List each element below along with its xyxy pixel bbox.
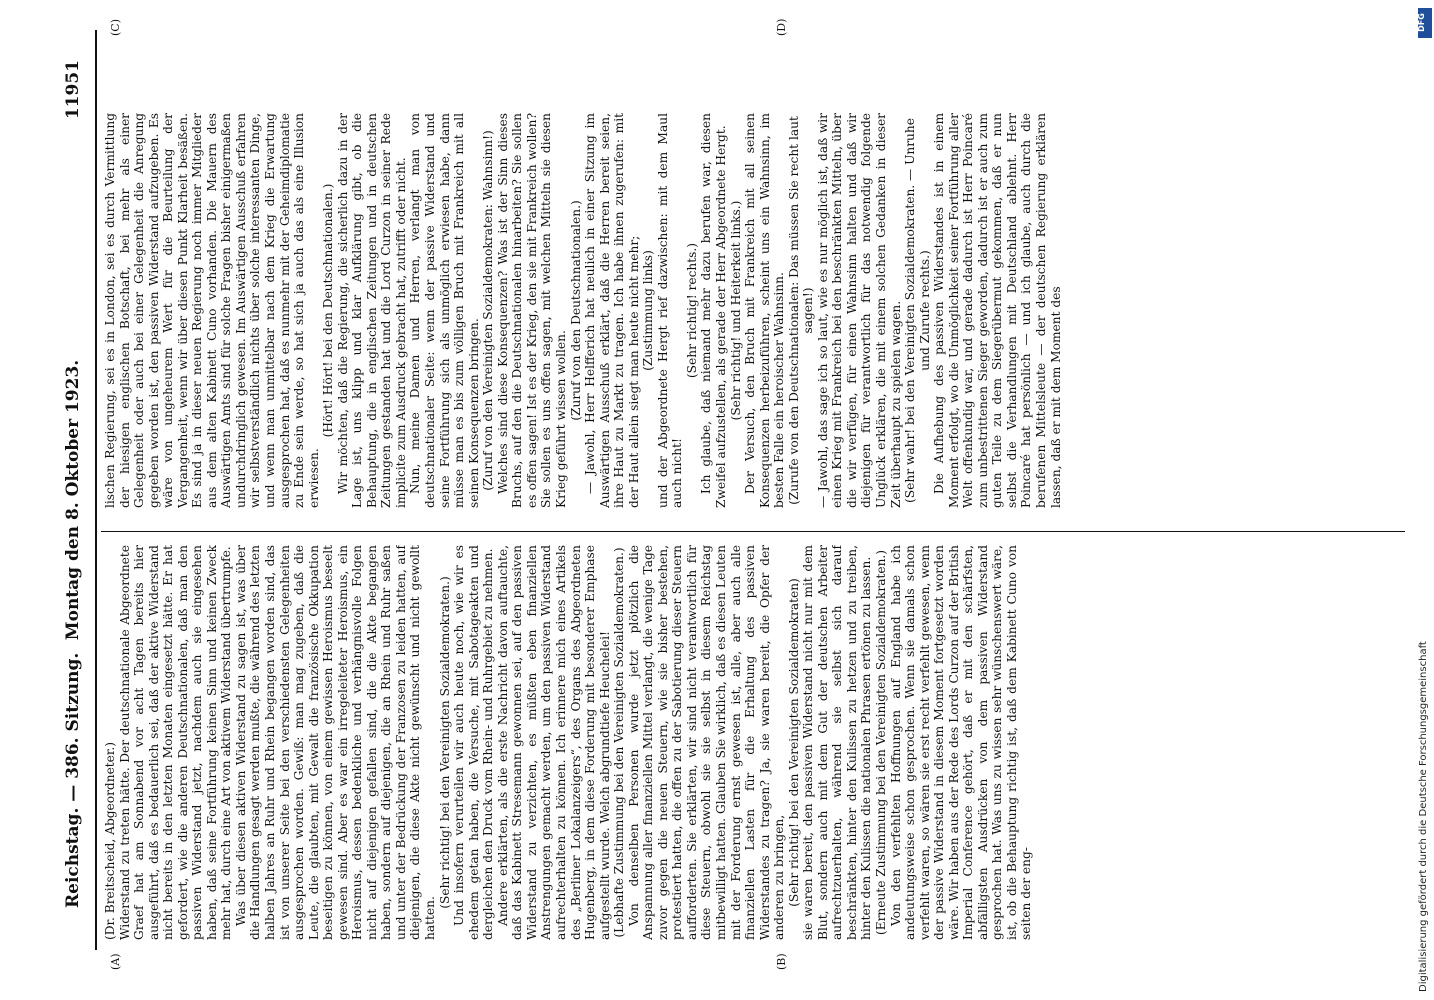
- interjection: (Zurufe von den Deutschnationalen: Das müssen Sie recht laut sagen!): [786, 116, 816, 505]
- speaker-line: (Dr. Breitscheid, Abgeordneter.): [103, 741, 117, 940]
- paragraph: Was über diesen aktiven Widerstand zu sagen ist, was über die Handlungen gesagt werden mußte, die während des letzten halben Jahres an Ruhr und Rhein begangen worden sind, das ist von unserer Seite bei den verschiedensten Gelegenheiten ausgesprochen worden. Gewiß: man mag zugeben, daß die Leute, die glaubten, mit Gewalt die französische Okkupation beseitigen zu können, von einem gewissen Heroismus beseelt gewesen sind. Aber es war ein irregeleiteter Heroismus, ein Heroismus, dessen bedenkliche und verhängnisvolle Folgen nicht auf diejenigen gefallen sind, die die Akte begangen haben, sondern auf diejenigen, die an Rhein und Ruhr saßen und unter der Bedrückung der Franzosen zu leiden hatten, auf diejenigen, die diese Akte nicht gewünscht und nicht gewollt hatten.: [233, 545, 438, 940]
- document-page: [55, 20, 1415, 980]
- paragraph: — Jawohl, Herr Helfferich hat neulich in einer Sitzung im Auswärtigen Ausschuß erklärt, daß die Herren bereit seien, ihre Haut zu Markt zu tragen. Ich habe ihnen zugerufen: mit der Haut allein siegt man heute nicht mehr;: [583, 113, 641, 508]
- header-center: Montag den 8. Oktober 1923.: [63, 359, 83, 641]
- paragraph: Und insofern verurteilen wir auch heute noch, wie wir es ehedem getan haben, die Versuche, mit Sabotageakten und dergleichen den Druck vom Rhein- und Ruhrgebiet zu nehmen.: [452, 545, 496, 940]
- interjection: (Hört! Hört! bei den Deutschnationalen.): [321, 183, 336, 438]
- marker-c: (C): [109, 19, 122, 36]
- paragraph: Von den verfehlten Hoffnungen auf England habe ich andeutungsweise schon gesprochen. Wenn sie damals schon verfehlt waren, so wären sie erst recht verfehlt gewesen, wenn der passive Widerstand in diesem Moment fortgesetzt worden wäre. Wir haben aus der Rede des Lords Curzon auf der British Imperial Conference gehört, daß er mit den schärfsten, abfälligsten Ausdrücken von dem passiven Widerstand gesprochen hat. Was uns zu wissen sehr wünschenswert wäre, ist, ob die Behauptung richtig ist, daß dem Kabinett Cuno von seiten der eng-: [888, 545, 1034, 940]
- page-header: [55, 20, 89, 980]
- interjection: (Sehr richtig! rechts.): [684, 242, 699, 379]
- interjection: (Zustimmung links): [641, 250, 656, 371]
- paragraph: und der Abgeordnete Hergt rief dazwischen: mit dem Maul auch nicht!: [655, 113, 685, 508]
- dfg-logo: [1418, 8, 1432, 38]
- header-left: Reichstag. — 386. Sitzung.: [63, 652, 83, 908]
- interjection: (Sehr richtig! bei den Vereinigten Sozialdemokraten): [786, 578, 801, 907]
- paragraph: sie waren bereit, den passiven Widerstand nicht nur mit dem Blut, sondern auch mit dem Gut der deutschen Arbeiter aufrechtzuerhalten, während sie selbst sich darauf beschränkten, hinter den Kulissen zu hetzen und zu treiben, hinter den Kulissen die nationalen Phrasen ertönen zu lassen.: [801, 545, 874, 940]
- paragraph: Widerstand zu treten hätte. Der deutschnationale Abgeordnete Graef hat am Sonnabend vor acht Tagen bereits hier ausgeführt, daß es bedauerlich sei, daß der aktive Widerstand nicht bereits in den letzten Monaten eingesetzt hätte. Er hat gefordert, wie die anderen Deutschnationalen, daß man den passiven Widerstand jetzt, nachdem auch sie eingesehen haben, daß seine Fortführung keinen Sinn und keinen Zweck mehr hat, durch eine Art von aktivem Widerstand übertrumpfe.: [117, 545, 234, 940]
- paragraph: lischen Regierung, sei es in London, sei es durch Vermittlung der hiesigen englischen Botschaft, bei mehr als einer Gelegenheit oder auch bei einer Gelegenheit die Anregung gegeben worden ist, den passiven Widerstand aufzugeben. Es wäre von ungeheurem Wert für die Beurteilung der Vergangenheit, wenn wir über diesen Punkt Klarheit besäßen. Es sind ja in dieser neuen Regierung noch immer Mitglieder aus dem alten Kabinett Cuno vorhanden. Die Mauern des Auswärtigen Amts sind für solche Fragen bisher einigermaßen undurchdringlich gewesen. Im Auswärtigen Ausschuß erfahren wir selbstverständlich nichts über solche interessanten Dinge, und wenn man unmittelbar nach dem Krieg die Erwartung ausgesprochen hat, daß es nunmehr mit der Geheimdiplomatie zu Ende sein werde, so hat sich ja auch das als eine Illusion erwiesen.: [103, 113, 321, 508]
- paragraph: Andere erklärten, als die erste Nachricht davon auftauchte, daß das Kabinett Stresemann gewonnen sei, auf den passiven Widerstand zu verzichten, es müßten eben finanziellen Anstrengungen gemacht werden, um den passiven Widerstand aufrechterhalten zu können. Ich erinnere mich eines Artikels des „Berliner Lokalanzeigers“, des Organs des Abgeordneten Hugenberg, in dem diese Forderung mit besonderer Emphase aufgestellt wurde. Welch abgrundtiefe Heuchelei!: [495, 545, 612, 940]
- interjection: (Zuruf von den Deutschnationalen.): [568, 200, 583, 421]
- paragraph: Der Versuch, den Bruch mit Frankreich mit all seinen Konsequenzen herbeizuführen, scheint uns ein Wahnsinn, im besten Falle ein heroischer Wahnsinn.: [743, 113, 787, 508]
- column-divider: [101, 531, 1405, 532]
- interjection: (Sehr richtig! und Heiterkeit links.): [728, 200, 743, 421]
- digitization-note: [1418, 8, 1432, 992]
- column-right: [103, 113, 1403, 508]
- paragraph: Wir möchten, daß die Regierung, die sicherlich dazu in der Lage ist, uns klipp und klar Aufklärung gibt, ob die Behauptung, die in englischen Zeitungen und in deutschen Zeitungen gestanden hat und die Lord Curzon in seiner Rede implicite zum Ausdruck gebracht hat, zutrifft oder nicht.: [335, 113, 408, 508]
- digitization-note-text: Digitalisierung gefördert durch die Deutsche Forschungsgemeinschaft: [1418, 641, 1429, 992]
- paragraph: Von denselben Personen wurde jetzt plötzlich die Anspannung aller finanziellen Mittel verlangt, die wenige Tage zuvor gegen die neuen Steuern, wie sie bisher bestehen, protestiert hatten, die offen zu der Sabotierung dieser Steuern aufforderten. Sie erklärten, wir sind nicht verantwortlich für diese Steuern, obwohl sie sie selbst in diesem Reichstag mitbewilligt hatten. Glauben Sie wirklich, daß es diesen Leuten mit der Forderung ernst gewesen ist, alle, aber auch alle finanziellen Lasten für die Erhaltung des passiven Widerstandes zu tragen? Ja, sie waren bereit, die Opfer der anderen zu bringen,: [626, 545, 787, 940]
- paragraph: — Jawohl, das sage ich so laut, wie es nur möglich ist, daß wir einen Krieg mit Frankreich bei den beschränkten Mitteln, über die wir verfügen, für einen Wahnsinn halten und daß wir diejenigen für verantwortlich für das notwendig folgende Unglück erklären, die mit einem solchen Gedanken in dieser Zeit überhaupt zu spielen wagen.: [815, 113, 903, 508]
- column-left: [103, 545, 1403, 940]
- interjection: (Zuruf von den Vereinigten Sozialdemokraten: Wahnsinn!): [481, 130, 496, 491]
- interjection: (Sehr wahr! bei den Vereinigten Sozialdemokraten. — Unruhe und Zurufe rechts.): [903, 118, 932, 503]
- marker-b: (B): [775, 953, 788, 970]
- interjection: (Sehr richtig! bei den Vereinigten Sozialdemokraten.): [437, 576, 452, 909]
- page-number: 11951: [63, 60, 83, 120]
- interjection: (Erneute Zustimmung bei den Vereinigten Sozialdemokraten.): [873, 549, 888, 936]
- paragraph: Die Aufhebung des passiven Widerstandes ist in einem Moment erfolgt, wo die Unmöglichkeit seiner Fortführung aller Welt offenkundig war, und gerade dadurch ist Herr Poincaré zum unbestrittenen Sieger geworden, dadurch ist er auch zum guten Teile zu dem Siegerübermut gekommen, daß er nun selbst die Verhandlungen mit Deutschland ablehnt. Herr Poincaré hat persönlich — und ich glaube, auch durch die berufenen Mittelsleute — der deutschen Regierung erklären lassen, daß er mit dem Moment des: [932, 113, 1063, 508]
- header-rule: [95, 30, 97, 950]
- dfg-logo-text: DFG: [1416, 13, 1426, 32]
- paragraph: Ich glaube, daß niemand mehr dazu berufen war, diesen Zweifel aufzustellen, als gerade der Herr Abgeordnete Hergt.: [699, 113, 728, 508]
- marker-d: (D): [775, 18, 788, 36]
- interjection: (Lebhafte Zustimmung bei den Vereinigten Sozialdemokraten.): [612, 547, 627, 938]
- paragraph: Welches sind diese Konsequenzen? Was ist der Sinn dieses Bruchs, auf den die Deutschnationalen hinarbeiten? Sie sollen es offen sagen! Ist es der Krieg, den sie mit Frankreich wollen? Sie sollen es uns offen sagen, mit welchen Mitteln sie diesen Krieg geführt wissen wollen.: [495, 113, 568, 508]
- marker-a: (A): [109, 953, 122, 970]
- paragraph: Nun, meine Damen und Herren, verlangt man von deutschnationaler Seite: wenn der passive Widerstand und seine Fortführung sich als unmöglich erwiesen habe, dann müsse man es bis zum völligen Bruch mit Frankreich mit all seinen Konsequenzen bringen.: [408, 113, 481, 508]
